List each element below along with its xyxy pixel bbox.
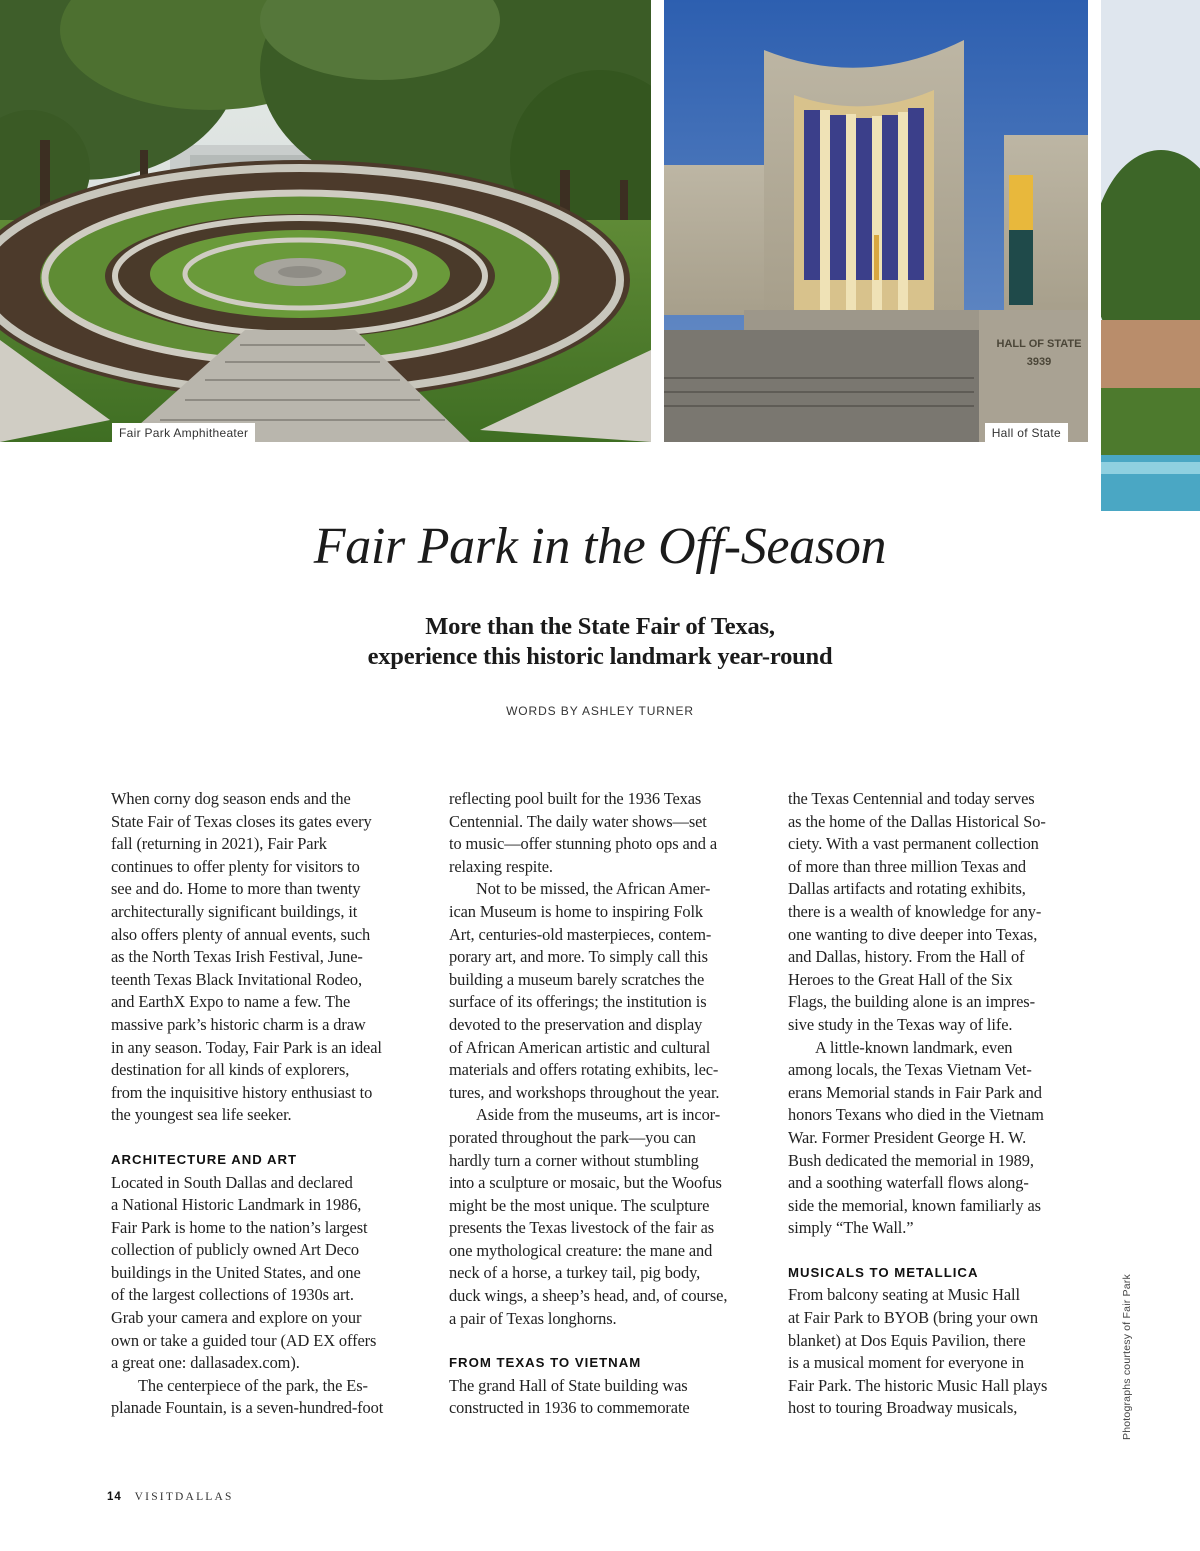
intro-paragraph xyxy=(111,788,417,1127)
music-paragraph xyxy=(788,1284,1093,1420)
article-title: Fair Park in the Off-Season xyxy=(313,518,887,575)
text-line: of African American artistic and cultural xyxy=(449,1037,711,1057)
hall-of-state-image xyxy=(664,0,1088,442)
text-line: surface of its offerings; the institution is xyxy=(449,992,707,1012)
text-line: From balcony seating at Music Hall xyxy=(788,1285,1020,1305)
text-line: at Fair Park to BYOB (bring your own xyxy=(788,1308,1038,1328)
text-line: Fair Park. The historic Music Hall plays xyxy=(788,1375,1048,1395)
byline: WORDS BY ASHLEY TURNER xyxy=(506,704,694,718)
text-line: hardly turn a corner without stumbling xyxy=(449,1150,699,1170)
deck-line: More than the State Fair of Texas, xyxy=(425,613,775,640)
subheading-vietnam: FROM TEXAS TO VIETNAM xyxy=(449,1355,642,1371)
text-line: Flags, the building alone is an impres- xyxy=(788,992,1035,1012)
text-line: from the inquisitive history enthusiast to xyxy=(111,1082,373,1102)
text-line: Grab your camera and explore on your xyxy=(111,1308,362,1328)
spacer xyxy=(449,1330,759,1352)
text-line: constructed in 1936 to commemorate xyxy=(449,1398,690,1418)
text-line: When corny dog season ends and the xyxy=(111,789,351,808)
text-column-3 xyxy=(788,788,1093,1420)
text-line: presents the Texas livestock of the fair as xyxy=(449,1218,715,1238)
architecture-paragraph xyxy=(111,1172,417,1375)
text-line: the youngest sea life seeker. xyxy=(111,1105,292,1125)
edge-image xyxy=(1101,0,1200,511)
fountain-paragraph xyxy=(111,1375,417,1420)
subheading-musicals: MUSICALS TO METALLICA xyxy=(788,1264,979,1280)
museum-paragraph xyxy=(449,878,759,1104)
text-line: as the North Texas Irish Festival, June- xyxy=(111,947,363,967)
text-line: as the home of the Dallas Historical So- xyxy=(788,811,1046,831)
text-line: blanket) at Dos Equis Pavilion, there xyxy=(788,1330,1026,1350)
amphitheater-caption: Fair Park Amphitheater xyxy=(112,423,255,442)
text-line: neck of a horse, a turkey tail, pig body, xyxy=(449,1263,701,1283)
hall-of-state-caption: Hall of State xyxy=(985,423,1068,442)
text-line: sive study in the Texas way of life. xyxy=(788,1014,1013,1034)
text-line: A little-known landmark, even xyxy=(815,1037,1013,1057)
hall-of-state-sign-number: 3939 xyxy=(1026,356,1052,368)
text-line: continues to offer plenty for visitors to xyxy=(111,856,360,876)
photo-credit: Photographs courtesy of Fair Park xyxy=(1121,1274,1133,1440)
text-line: own or take a guided tour (AD EX offers xyxy=(111,1330,377,1350)
text-line: and Dallas, history. From the Hall of xyxy=(788,947,1025,967)
text-column-2 xyxy=(449,788,759,1420)
text-line: State Fair of Texas closes its gates every xyxy=(111,811,372,831)
hall-of-state-sign-text: HALL OF STATE xyxy=(996,338,1082,350)
text-line: porary art, and more. To simply call this xyxy=(449,947,708,967)
text-line: buildings in the United States, and one xyxy=(111,1262,361,1282)
text-line: one wanting to dive deeper into Texas, xyxy=(788,924,1038,944)
sculpture-paragraph xyxy=(449,1104,759,1330)
text-line: devoted to the preservation and display xyxy=(449,1014,703,1034)
text-line: there is a wealth of knowledge for any- xyxy=(788,901,1042,921)
text-column-1 xyxy=(111,788,417,1420)
text-line: duck wings, a sheep’s head, and, of course, xyxy=(449,1286,728,1306)
text-line: a pair of Texas longhorns. xyxy=(449,1308,617,1328)
text-line: of the largest collections of 1930s art. xyxy=(111,1285,354,1305)
text-line: planade Fountain, is a seven-hundred-foot xyxy=(111,1398,384,1418)
text-line: building a museum barely scratches the xyxy=(449,969,705,989)
text-line: erans Memorial stands in Fair Park and xyxy=(788,1082,1042,1102)
text-line: Centennial. The daily water shows—set xyxy=(449,811,707,831)
text-line: Heroes to the Great Hall of the Six xyxy=(788,969,1013,989)
spacer xyxy=(111,1127,417,1149)
text-line: Bush dedicated the memorial in 1989, xyxy=(788,1150,1034,1170)
article-deck xyxy=(0,612,1200,672)
text-line: The grand Hall of State building was xyxy=(449,1375,688,1395)
amphitheater-image xyxy=(0,0,651,442)
text-line: ciety. With a vast permanent collection xyxy=(788,834,1039,854)
text-line: fall (returning in 2021), Fair Park xyxy=(111,834,327,854)
text-line: among locals, the Texas Vietnam Vet- xyxy=(788,1060,1032,1080)
text-line: host to touring Broadway musicals, xyxy=(788,1398,1018,1418)
text-line: see and do. Home to more than twenty xyxy=(111,879,361,899)
text-line: is a musical moment for everyone in xyxy=(788,1353,1024,1373)
spacer xyxy=(788,1240,1093,1262)
hall-of-state-sign xyxy=(992,335,1086,371)
text-line: one mythological creature: the mane and xyxy=(449,1240,713,1260)
text-line: of more than three million Texas and xyxy=(788,856,1027,876)
text-line: to music—offer stunning photo ops and a xyxy=(449,834,718,854)
text-line: side the memorial, known familiarly as xyxy=(788,1195,1041,1215)
text-line: ican Museum is home to inspiring Folk xyxy=(449,901,703,921)
text-line: architecturally significant buildings, it xyxy=(111,901,358,921)
page-number: 14 xyxy=(107,1491,122,1503)
text-line: in any season. Today, Fair Park is an ideal xyxy=(111,1037,382,1057)
text-line: relaxing respite. xyxy=(449,856,553,876)
text-line: also offers plenty of annual events, such xyxy=(111,924,371,944)
vietnam-memorial-paragraph xyxy=(788,1037,1093,1240)
text-line: materials and offers rotating exhibits, lec- xyxy=(449,1060,719,1080)
text-line: porated throughout the park—you can xyxy=(449,1127,696,1147)
edge-photo xyxy=(1101,0,1200,511)
deck-line: experience this historic landmark year-round xyxy=(367,643,833,670)
text-line: massive park’s historic charm is a draw xyxy=(111,1014,366,1034)
text-line: simply “The Wall.” xyxy=(788,1218,914,1238)
text-line: collection of publicly owned Art Deco xyxy=(111,1240,360,1260)
text-line: the Texas Centennial and today serves xyxy=(788,789,1035,808)
text-line: and EarthX Expo to name a few. The xyxy=(111,992,351,1012)
text-line: War. Former President George H. W. xyxy=(788,1127,1027,1147)
subheading-architecture: ARCHITECTURE AND ART xyxy=(111,1151,298,1167)
text-line: Dallas artifacts and rotating exhibits, xyxy=(788,879,1026,899)
text-line: a great one: dallasadex.com). xyxy=(111,1353,300,1373)
text-line: honors Texans who died in the Vietnam xyxy=(788,1105,1044,1125)
hall-of-state-paragraph xyxy=(449,1375,759,1420)
text-line: Aside from the museums, art is incor- xyxy=(476,1105,721,1125)
text-line: tures, and workshops throughout the year. xyxy=(449,1082,720,1102)
hall-of-state-photo xyxy=(664,0,1088,442)
text-line: Located in South Dallas and declared xyxy=(111,1172,353,1192)
text-line: a National Historic Landmark in 1986, xyxy=(111,1195,362,1215)
text-line: might be the most unique. The sculpture xyxy=(449,1195,710,1215)
text-line: into a sculpture or mosaic, but the Woofus xyxy=(449,1173,722,1193)
text-line: Fair Park is home to the nation’s largest xyxy=(111,1217,368,1237)
page-footer xyxy=(107,1491,234,1503)
text-line: and a soothing waterfall flows along- xyxy=(788,1173,1029,1193)
amphitheater-photo xyxy=(0,0,651,442)
text-line: destination for all kinds of explorers, xyxy=(111,1060,350,1080)
hall-of-state-paragraph-continued xyxy=(788,788,1093,1037)
fountain-paragraph-continued xyxy=(449,788,759,878)
text-line: reflecting pool built for the 1936 Texas xyxy=(449,789,702,808)
text-line: The centerpiece of the park, the Es- xyxy=(138,1375,368,1395)
publication-name: VISITDALLAS xyxy=(134,1491,234,1503)
text-line: Not to be missed, the African Amer- xyxy=(476,879,711,899)
text-line: Art, centuries-old masterpieces, contem- xyxy=(449,924,712,944)
text-line: teenth Texas Black Invitational Rodeo, xyxy=(111,969,363,989)
